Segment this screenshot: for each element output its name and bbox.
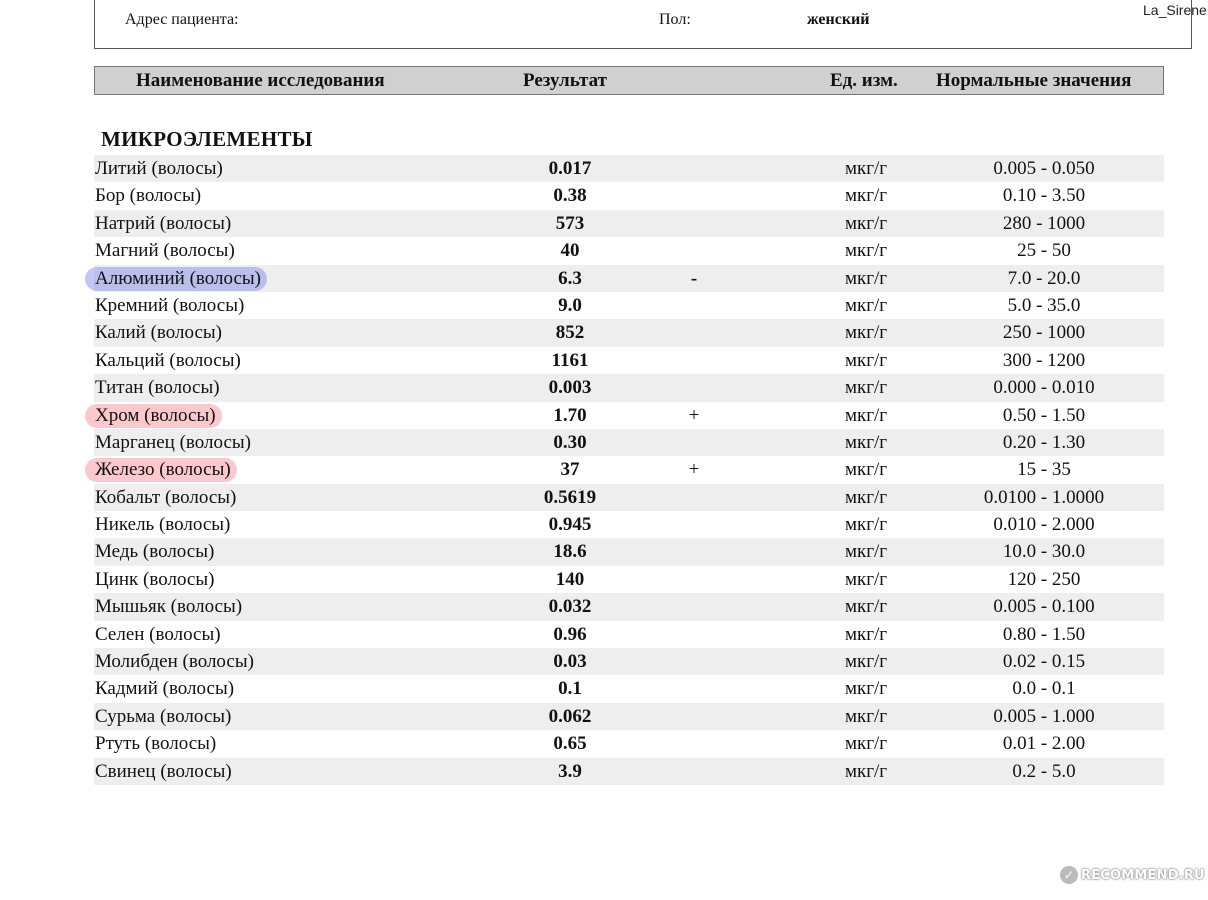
element-name: Алюминий (волосы) (95, 267, 261, 289)
norm-range: 10.0 - 30.0 (1002, 541, 1086, 563)
element-name: Молибден (волосы) (95, 651, 254, 673)
element-name: Цинк (волосы) (95, 568, 215, 590)
element-name: Литий (волосы) (95, 158, 223, 179)
table-row (94, 593, 1164, 620)
table-row (94, 511, 1164, 538)
address-label: Адрес пациента: (125, 11, 239, 28)
unit-value: мкг/г (844, 651, 888, 673)
table-row (94, 210, 1164, 237)
result-value: 0.945 (548, 514, 592, 536)
table-row (94, 265, 1164, 292)
unit-value: мкг/г (844, 267, 888, 289)
deviation-flag: + (688, 404, 700, 426)
column-header-name: Наименование исследования (136, 70, 385, 91)
result-value: 18.6 (553, 541, 587, 563)
result-value: 0.017 (548, 158, 592, 179)
element-name: Ртуть (волосы) (95, 733, 217, 755)
norm-range: 0.0100 - 1.0000 (983, 486, 1105, 508)
element-name: Калий (волосы) (95, 322, 222, 344)
result-value: 0.032 (548, 596, 592, 618)
norm-range: 0.005 - 1.000 (993, 705, 1095, 727)
deviation-flag: - (690, 267, 698, 289)
result-value: 0.062 (548, 705, 592, 727)
table-row (94, 566, 1164, 593)
unit-value: мкг/г (844, 459, 888, 481)
norm-range: 0.000 - 0.010 (993, 377, 1095, 399)
unit-value: мкг/г (844, 705, 888, 727)
unit-value: мкг/г (844, 431, 888, 453)
table-row (94, 292, 1164, 319)
unit-value: мкг/г (844, 158, 888, 179)
unit-value: мкг/г (844, 212, 888, 234)
unit-value: мкг/г (844, 294, 888, 316)
result-value: 140 (555, 568, 585, 590)
result-value: 6.3 (558, 267, 582, 289)
result-value: 0.30 (553, 431, 587, 453)
element-name: Кадмий (волосы) (95, 678, 235, 700)
norm-range: 120 - 250 (1007, 568, 1081, 590)
result-value: 852 (555, 322, 585, 344)
result-value: 37 (560, 459, 580, 481)
norm-range: 0.2 - 5.0 (1012, 760, 1076, 782)
column-header-result: Результат (523, 70, 607, 91)
norm-range: 25 - 50 (1017, 240, 1071, 262)
result-value: 0.5619 (543, 486, 597, 508)
table-row (94, 237, 1164, 264)
norm-range: 0.10 - 3.50 (1002, 185, 1086, 207)
element-name: Свинец (волосы) (95, 760, 232, 782)
unit-value: мкг/г (844, 760, 888, 782)
element-name: Никель (волосы) (95, 514, 231, 536)
unit-value: мкг/г (844, 322, 888, 344)
table-header (94, 66, 1164, 95)
table-row (94, 319, 1164, 346)
column-header-norm: Нормальные значения (936, 70, 1132, 91)
unit-value: мкг/г (844, 541, 888, 563)
norm-range: 0.005 - 0.050 (993, 158, 1095, 179)
unit-value: мкг/г (844, 349, 888, 371)
unit-value: мкг/г (844, 733, 888, 755)
result-value: 0.03 (553, 651, 587, 673)
unit-value: мкг/г (844, 678, 888, 700)
results-table (94, 155, 1164, 785)
result-value: 0.38 (553, 185, 587, 207)
table-row (94, 758, 1164, 785)
norm-range: 0.01 - 2.00 (1002, 733, 1086, 755)
table-row (94, 155, 1164, 182)
result-value: 1.70 (553, 404, 587, 426)
norm-range: 0.0 - 0.1 (1012, 678, 1076, 700)
result-value: 1161 (551, 349, 589, 371)
element-name: Марганец (волосы) (95, 431, 251, 453)
norm-range: 5.0 - 35.0 (1007, 294, 1081, 316)
element-name: Титан (волосы) (95, 377, 220, 399)
sex-label: Пол: (659, 11, 691, 28)
table-row (94, 730, 1164, 757)
element-name: Натрий (волосы) (95, 212, 232, 234)
element-name: Кобальт (волосы) (95, 486, 237, 508)
table-row (94, 402, 1164, 429)
element-name: Кремний (волосы) (95, 294, 245, 316)
norm-range: 250 - 1000 (1002, 322, 1086, 344)
norm-range: 0.20 - 1.30 (1002, 431, 1086, 453)
result-value: 573 (555, 212, 585, 234)
sex-value: женский (807, 11, 870, 28)
table-row (94, 484, 1164, 511)
table-row (94, 703, 1164, 730)
table-row (94, 621, 1164, 648)
result-value: 0.65 (553, 733, 587, 755)
table-row (94, 538, 1164, 565)
element-name: Мышьяк (волосы) (95, 596, 243, 618)
element-name: Кальций (волосы) (95, 349, 241, 371)
element-name: Сурьма (волосы) (95, 705, 232, 727)
recommend-logo-icon: ✓ (1060, 866, 1078, 884)
section-title: МИКРОЭЛЕМЕНТЫ (101, 127, 313, 151)
table-row (94, 675, 1164, 702)
norm-range: 7.0 - 20.0 (1007, 267, 1081, 289)
element-name: Магний (волосы) (95, 240, 235, 262)
watermark-text: RECOMMEND.RU (1081, 867, 1205, 883)
table-row (94, 429, 1164, 456)
norm-range: 0.005 - 0.100 (993, 596, 1095, 618)
table-row (94, 347, 1164, 374)
norm-range: 280 - 1000 (1002, 212, 1086, 234)
result-value: 9.0 (558, 294, 582, 316)
norm-range: 0.80 - 1.50 (1002, 623, 1086, 645)
unit-value: мкг/г (844, 514, 888, 536)
element-name: Хром (волосы) (95, 404, 216, 426)
element-name: Бор (волосы) (95, 185, 202, 207)
norm-range: 15 - 35 (1017, 459, 1071, 481)
deviation-flag: + (688, 459, 700, 481)
norm-range: 0.50 - 1.50 (1002, 404, 1086, 426)
username: La_Sirene (1143, 2, 1207, 18)
unit-value: мкг/г (844, 596, 888, 618)
table-row (94, 648, 1164, 675)
element-name: Медь (волосы) (95, 541, 215, 563)
norm-range: 0.02 - 0.15 (1002, 651, 1086, 673)
element-name: Селен (волосы) (95, 623, 221, 645)
table-row (94, 374, 1164, 401)
table-row (94, 182, 1164, 209)
patient-info-box (94, 0, 1192, 49)
result-value: 0.003 (548, 377, 592, 399)
norm-range: 0.010 - 2.000 (993, 514, 1095, 536)
unit-value: мкг/г (844, 568, 888, 590)
unit-value: мкг/г (844, 377, 888, 399)
unit-value: мкг/г (844, 623, 888, 645)
result-value: 0.1 (558, 678, 582, 700)
result-value: 40 (560, 240, 580, 262)
unit-value: мкг/г (844, 240, 888, 262)
unit-value: мкг/г (844, 185, 888, 207)
unit-value: мкг/г (844, 404, 888, 426)
norm-range: 300 - 1200 (1002, 349, 1086, 371)
result-value: 3.9 (558, 760, 582, 782)
table-row (94, 456, 1164, 483)
watermark (1060, 866, 1205, 884)
unit-value: мкг/г (844, 486, 888, 508)
element-name: Железо (волосы) (95, 459, 231, 481)
column-header-unit: Ед. изм. (830, 70, 898, 91)
result-value: 0.96 (553, 623, 587, 645)
